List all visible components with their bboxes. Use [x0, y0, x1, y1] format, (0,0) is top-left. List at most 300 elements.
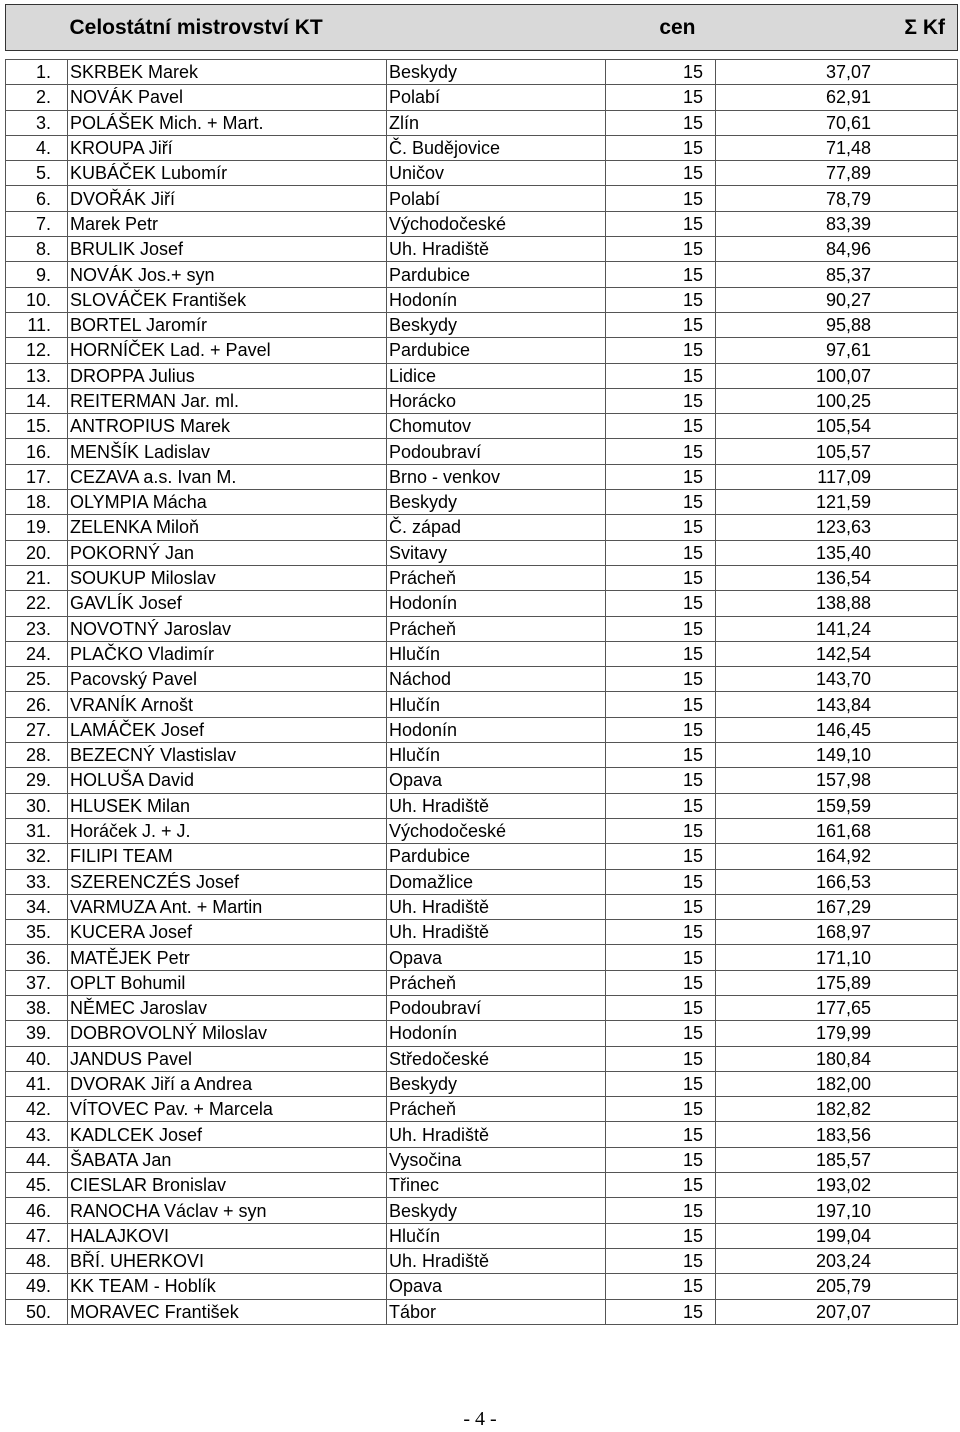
cen-cell: 15	[606, 490, 716, 515]
table-row	[6, 717, 958, 742]
kf-cell: 141,24	[716, 616, 958, 641]
rank-cell: 43.	[6, 1122, 68, 1147]
club-cell: Opava	[387, 1274, 606, 1299]
club-cell: Č. Budějovice	[387, 135, 606, 160]
table-row	[6, 591, 958, 616]
table-row	[6, 1147, 958, 1172]
rank-cell: 40.	[6, 1046, 68, 1071]
kf-cell: 166,53	[716, 869, 958, 894]
table-row	[6, 1223, 958, 1248]
club-cell: Hlučín	[387, 743, 606, 768]
table-row	[6, 312, 958, 337]
table-row	[6, 287, 958, 312]
cen-cell: 15	[606, 464, 716, 489]
name-cell: SZERENCZÉS Josef	[68, 869, 387, 894]
club-cell: Vysočina	[387, 1147, 606, 1172]
name-cell: ŠABATA Jan	[68, 1147, 387, 1172]
rank-cell: 50.	[6, 1299, 68, 1324]
club-cell: Východočeské	[387, 211, 606, 236]
kf-cell: 84,96	[716, 237, 958, 262]
name-cell: SKRBEK Marek	[68, 60, 387, 85]
name-cell: KUBÁČEK Lubomír	[68, 161, 387, 186]
rank-cell: 7.	[6, 211, 68, 236]
table-row	[6, 262, 958, 287]
name-cell: NOVÁK Pavel	[68, 85, 387, 110]
cen-cell: 15	[606, 1122, 716, 1147]
name-cell: DVOŘÁK Jiří	[68, 186, 387, 211]
name-cell: OPLT Bohumil	[68, 970, 387, 995]
club-cell: Opava	[387, 768, 606, 793]
club-cell: Uh. Hradiště	[387, 1248, 606, 1273]
cen-cell: 15	[606, 1071, 716, 1096]
cen-cell: 15	[606, 262, 716, 287]
table-row	[6, 920, 958, 945]
cen-cell: 15	[606, 793, 716, 818]
table-row	[6, 692, 958, 717]
table-row	[6, 237, 958, 262]
kf-cell: 123,63	[716, 515, 958, 540]
name-cell: HALAJKOVI	[68, 1223, 387, 1248]
rank-cell: 4.	[6, 135, 68, 160]
club-cell: Hlučín	[387, 1223, 606, 1248]
name-cell: HLUSEK Milan	[68, 793, 387, 818]
rank-cell: 49.	[6, 1274, 68, 1299]
table-row	[6, 995, 958, 1020]
name-cell: MATĚJEK Petr	[68, 945, 387, 970]
club-cell: Tábor	[387, 1299, 606, 1324]
table-row	[6, 641, 958, 666]
kf-cell: 70,61	[716, 110, 958, 135]
rank-cell: 26.	[6, 692, 68, 717]
kf-cell: 175,89	[716, 970, 958, 995]
club-cell: Svitavy	[387, 540, 606, 565]
name-cell: VARMUZA Ant. + Martin	[68, 894, 387, 919]
cen-cell: 15	[606, 414, 716, 439]
club-cell: Prácheň	[387, 565, 606, 590]
table-row	[6, 1274, 958, 1299]
table-row	[6, 1046, 958, 1071]
kf-cell: 149,10	[716, 743, 958, 768]
rank-cell: 24.	[6, 641, 68, 666]
rank-cell: 14.	[6, 388, 68, 413]
kf-cell: 37,07	[716, 60, 958, 85]
kf-cell: 97,61	[716, 338, 958, 363]
kf-cell: 207,07	[716, 1299, 958, 1324]
table-row	[6, 818, 958, 843]
table-row	[6, 85, 958, 110]
rank-cell: 39.	[6, 1021, 68, 1046]
kf-cell: 205,79	[716, 1274, 958, 1299]
cen-cell: 15	[606, 920, 716, 945]
table-row	[6, 135, 958, 160]
rank-cell: 36.	[6, 945, 68, 970]
club-cell: Východočeské	[387, 818, 606, 843]
name-cell: KADLCEK Josef	[68, 1122, 387, 1147]
table-row	[6, 616, 958, 641]
cen-cell: 15	[606, 1274, 716, 1299]
rank-cell: 37.	[6, 970, 68, 995]
cen-cell: 15	[606, 60, 716, 85]
name-cell: CIESLAR Bronislav	[68, 1173, 387, 1198]
cen-cell: 15	[606, 565, 716, 590]
club-cell: Uh. Hradiště	[387, 1122, 606, 1147]
cen-cell: 15	[606, 894, 716, 919]
cen-cell: 15	[606, 135, 716, 160]
kf-cell: 179,99	[716, 1021, 958, 1046]
cen-cell: 15	[606, 692, 716, 717]
header-row	[6, 5, 958, 51]
club-cell: Hodonín	[387, 591, 606, 616]
club-cell: Hodonín	[387, 1021, 606, 1046]
kf-cell: 142,54	[716, 641, 958, 666]
header-rank-cell	[6, 5, 68, 51]
kf-cell: 78,79	[716, 186, 958, 211]
name-cell: MENŠÍK Ladislav	[68, 439, 387, 464]
name-cell: VRANÍK Arnošt	[68, 692, 387, 717]
table-row	[6, 186, 958, 211]
club-cell: Polabí	[387, 85, 606, 110]
name-cell: Horáček J. + J.	[68, 818, 387, 843]
kf-cell: 157,98	[716, 768, 958, 793]
club-cell: Podoubraví	[387, 995, 606, 1020]
club-cell: Prácheň	[387, 970, 606, 995]
kf-cell: 100,25	[716, 388, 958, 413]
table-row	[6, 970, 958, 995]
table-row	[6, 1173, 958, 1198]
name-cell: Pacovský Pavel	[68, 667, 387, 692]
table-row	[6, 945, 958, 970]
rank-cell: 46.	[6, 1198, 68, 1223]
cen-cell: 15	[606, 818, 716, 843]
club-cell: Pardubice	[387, 262, 606, 287]
cen-cell: 15	[606, 1248, 716, 1273]
name-cell: BŘÍ. UHERKOVI	[68, 1248, 387, 1273]
rank-cell: 13.	[6, 363, 68, 388]
kf-cell: 161,68	[716, 818, 958, 843]
name-cell: GAVLÍK Josef	[68, 591, 387, 616]
kf-cell: 105,57	[716, 439, 958, 464]
cen-cell: 15	[606, 515, 716, 540]
kf-cell: 146,45	[716, 717, 958, 742]
cen-cell: 15	[606, 1198, 716, 1223]
cen-cell: 15	[606, 1223, 716, 1248]
club-cell: Uh. Hradiště	[387, 237, 606, 262]
kf-cell: 100,07	[716, 363, 958, 388]
name-cell: KROUPA Jiří	[68, 135, 387, 160]
table-row	[6, 363, 958, 388]
rank-cell: 35.	[6, 920, 68, 945]
club-cell: Hodonín	[387, 287, 606, 312]
table-row	[6, 793, 958, 818]
rank-cell: 22.	[6, 591, 68, 616]
name-cell: OLYMPIA Mácha	[68, 490, 387, 515]
cen-cell: 15	[606, 85, 716, 110]
club-cell: Uh. Hradiště	[387, 894, 606, 919]
club-cell: Č. západ	[387, 515, 606, 540]
table-row	[6, 540, 958, 565]
rank-cell: 44.	[6, 1147, 68, 1172]
kf-cell: 182,00	[716, 1071, 958, 1096]
kf-cell: 167,29	[716, 894, 958, 919]
rank-cell: 20.	[6, 540, 68, 565]
rank-cell: 38.	[6, 995, 68, 1020]
kf-cell: 185,57	[716, 1147, 958, 1172]
cen-cell: 15	[606, 768, 716, 793]
cen-cell: 15	[606, 388, 716, 413]
rank-cell: 17.	[6, 464, 68, 489]
cen-cell: 15	[606, 186, 716, 211]
name-cell: SLOVÁČEK František	[68, 287, 387, 312]
name-cell: POLÁŠEK Mich. + Mart.	[68, 110, 387, 135]
club-cell: Horácko	[387, 388, 606, 413]
rank-cell: 29.	[6, 768, 68, 793]
kf-cell: 168,97	[716, 920, 958, 945]
rank-cell: 19.	[6, 515, 68, 540]
club-cell: Beskydy	[387, 1071, 606, 1096]
club-cell: Uh. Hradiště	[387, 920, 606, 945]
cen-cell: 15	[606, 110, 716, 135]
rank-cell: 25.	[6, 667, 68, 692]
table-row	[6, 414, 958, 439]
name-cell: KK TEAM - Hoblík	[68, 1274, 387, 1299]
table-row	[6, 667, 958, 692]
rank-cell: 5.	[6, 161, 68, 186]
club-cell: Beskydy	[387, 60, 606, 85]
kf-cell: 71,48	[716, 135, 958, 160]
rank-cell: 15.	[6, 414, 68, 439]
table-row	[6, 388, 958, 413]
cen-cell: 15	[606, 1046, 716, 1071]
table-row	[6, 60, 958, 85]
club-cell: Beskydy	[387, 490, 606, 515]
table-row	[6, 1122, 958, 1147]
rank-cell: 18.	[6, 490, 68, 515]
kf-cell: 83,39	[716, 211, 958, 236]
cen-cell: 15	[606, 338, 716, 363]
kf-cell: 203,24	[716, 1248, 958, 1273]
table-row	[6, 464, 958, 489]
club-cell: Pardubice	[387, 844, 606, 869]
rank-cell: 31.	[6, 818, 68, 843]
kf-cell: 85,37	[716, 262, 958, 287]
rank-cell: 28.	[6, 743, 68, 768]
cen-cell: 15	[606, 363, 716, 388]
table-row	[6, 1097, 958, 1122]
cen-cell: 15	[606, 1021, 716, 1046]
name-cell: FILIPI TEAM	[68, 844, 387, 869]
kf-cell: 159,59	[716, 793, 958, 818]
club-cell: Hlučín	[387, 641, 606, 666]
club-cell: Hlučín	[387, 692, 606, 717]
kf-cell: 183,56	[716, 1122, 958, 1147]
kf-cell: 199,04	[716, 1223, 958, 1248]
name-cell: BEZECNÝ Vlastislav	[68, 743, 387, 768]
kf-cell: 177,65	[716, 995, 958, 1020]
name-cell: LAMÁČEK Josef	[68, 717, 387, 742]
cen-cell: 15	[606, 312, 716, 337]
rank-cell: 21.	[6, 565, 68, 590]
name-cell: CEZAVA a.s. Ivan M.	[68, 464, 387, 489]
rank-cell: 12.	[6, 338, 68, 363]
name-cell: KUCERA Josef	[68, 920, 387, 945]
cen-cell: 15	[606, 844, 716, 869]
header-cen: cen	[606, 5, 716, 51]
name-cell: NOVÁK Jos.+ syn	[68, 262, 387, 287]
rank-cell: 6.	[6, 186, 68, 211]
name-cell: Marek Petr	[68, 211, 387, 236]
club-cell: Podoubraví	[387, 439, 606, 464]
rank-cell: 34.	[6, 894, 68, 919]
rank-cell: 33.	[6, 869, 68, 894]
club-cell: Středočeské	[387, 1046, 606, 1071]
kf-cell: 135,40	[716, 540, 958, 565]
kf-cell: 105,54	[716, 414, 958, 439]
name-cell: HORNÍČEK Lad. + Pavel	[68, 338, 387, 363]
name-cell: NOVOTNÝ Jaroslav	[68, 616, 387, 641]
table-row	[6, 1248, 958, 1273]
club-cell: Domažlice	[387, 869, 606, 894]
kf-cell: 117,09	[716, 464, 958, 489]
rank-cell: 47.	[6, 1223, 68, 1248]
rank-cell: 16.	[6, 439, 68, 464]
table-row	[6, 1021, 958, 1046]
kf-cell: 95,88	[716, 312, 958, 337]
kf-cell: 143,70	[716, 667, 958, 692]
cen-cell: 15	[606, 995, 716, 1020]
results-table	[5, 4, 958, 1325]
name-cell: BRULIK Josef	[68, 237, 387, 262]
table-row	[6, 743, 958, 768]
kf-cell: 171,10	[716, 945, 958, 970]
kf-cell: 121,59	[716, 490, 958, 515]
cen-cell: 15	[606, 616, 716, 641]
cen-cell: 15	[606, 211, 716, 236]
table-row	[6, 894, 958, 919]
kf-cell: 143,84	[716, 692, 958, 717]
table-row	[6, 515, 958, 540]
rank-cell: 2.	[6, 85, 68, 110]
cen-cell: 15	[606, 1173, 716, 1198]
cen-cell: 15	[606, 1299, 716, 1324]
club-cell: Polabí	[387, 186, 606, 211]
cen-cell: 15	[606, 945, 716, 970]
rank-cell: 11.	[6, 312, 68, 337]
kf-cell: 180,84	[716, 1046, 958, 1071]
table-row	[6, 1299, 958, 1324]
rank-cell: 48.	[6, 1248, 68, 1273]
table-row	[6, 1198, 958, 1223]
name-cell: DOBROVOLNÝ Miloslav	[68, 1021, 387, 1046]
cen-cell: 15	[606, 869, 716, 894]
name-cell: ANTROPIUS Marek	[68, 414, 387, 439]
kf-cell: 164,92	[716, 844, 958, 869]
rank-cell: 9.	[6, 262, 68, 287]
table-title: Celostátní mistrovství KT	[68, 5, 606, 51]
club-cell: Pardubice	[387, 338, 606, 363]
table-row	[6, 768, 958, 793]
cen-cell: 15	[606, 287, 716, 312]
name-cell: POKORNÝ Jan	[68, 540, 387, 565]
rank-cell: 45.	[6, 1173, 68, 1198]
club-cell: Prácheň	[387, 616, 606, 641]
rank-cell: 23.	[6, 616, 68, 641]
cen-cell: 15	[606, 667, 716, 692]
club-cell: Opava	[387, 945, 606, 970]
header-spacer	[6, 51, 958, 60]
club-cell: Lidice	[387, 363, 606, 388]
page-number: - 4 -	[463, 1408, 497, 1430]
name-cell: VÍTOVEC Pav. + Marcela	[68, 1097, 387, 1122]
cen-cell: 15	[606, 641, 716, 666]
club-cell: Zlín	[387, 110, 606, 135]
table-row	[6, 869, 958, 894]
name-cell: JANDUS Pavel	[68, 1046, 387, 1071]
rank-cell: 42.	[6, 1097, 68, 1122]
kf-cell: 182,82	[716, 1097, 958, 1122]
results-table-body	[6, 5, 958, 1325]
name-cell: HOLUŠA David	[68, 768, 387, 793]
cen-cell: 15	[606, 540, 716, 565]
club-cell: Prácheň	[387, 1097, 606, 1122]
name-cell: REITERMAN Jar. ml.	[68, 388, 387, 413]
club-cell: Hodonín	[387, 717, 606, 742]
table-row	[6, 110, 958, 135]
kf-cell: 90,27	[716, 287, 958, 312]
kf-cell: 136,54	[716, 565, 958, 590]
cen-cell: 15	[606, 591, 716, 616]
club-cell: Uničov	[387, 161, 606, 186]
name-cell: BORTEL Jaromír	[68, 312, 387, 337]
cen-cell: 15	[606, 970, 716, 995]
kf-cell: 62,91	[716, 85, 958, 110]
club-cell: Beskydy	[387, 1198, 606, 1223]
kf-cell: 77,89	[716, 161, 958, 186]
cen-cell: 15	[606, 1147, 716, 1172]
club-cell: Náchod	[387, 667, 606, 692]
rank-cell: 41.	[6, 1071, 68, 1096]
cen-cell: 15	[606, 717, 716, 742]
rank-cell: 27.	[6, 717, 68, 742]
name-cell: NĚMEC Jaroslav	[68, 995, 387, 1020]
rank-cell: 3.	[6, 110, 68, 135]
table-row	[6, 490, 958, 515]
name-cell: PLAČKO Vladimír	[68, 641, 387, 666]
club-cell: Beskydy	[387, 312, 606, 337]
rank-cell: 10.	[6, 287, 68, 312]
kf-cell: 197,10	[716, 1198, 958, 1223]
club-cell: Brno - venkov	[387, 464, 606, 489]
rank-cell: 1.	[6, 60, 68, 85]
kf-cell: 138,88	[716, 591, 958, 616]
cen-cell: 15	[606, 237, 716, 262]
table-row	[6, 211, 958, 236]
name-cell: DVORAK Jiří a Andrea	[68, 1071, 387, 1096]
rank-cell: 30.	[6, 793, 68, 818]
club-cell: Třinec	[387, 1173, 606, 1198]
kf-cell: 193,02	[716, 1173, 958, 1198]
cen-cell: 15	[606, 743, 716, 768]
table-row	[6, 161, 958, 186]
name-cell: DROPPA Julius	[68, 363, 387, 388]
table-row	[6, 565, 958, 590]
name-cell: RANOCHA Václav + syn	[68, 1198, 387, 1223]
name-cell: MORAVEC František	[68, 1299, 387, 1324]
cen-cell: 15	[606, 439, 716, 464]
cen-cell: 15	[606, 161, 716, 186]
table-row	[6, 844, 958, 869]
name-cell: SOUKUP Miloslav	[68, 565, 387, 590]
cen-cell: 15	[606, 1097, 716, 1122]
